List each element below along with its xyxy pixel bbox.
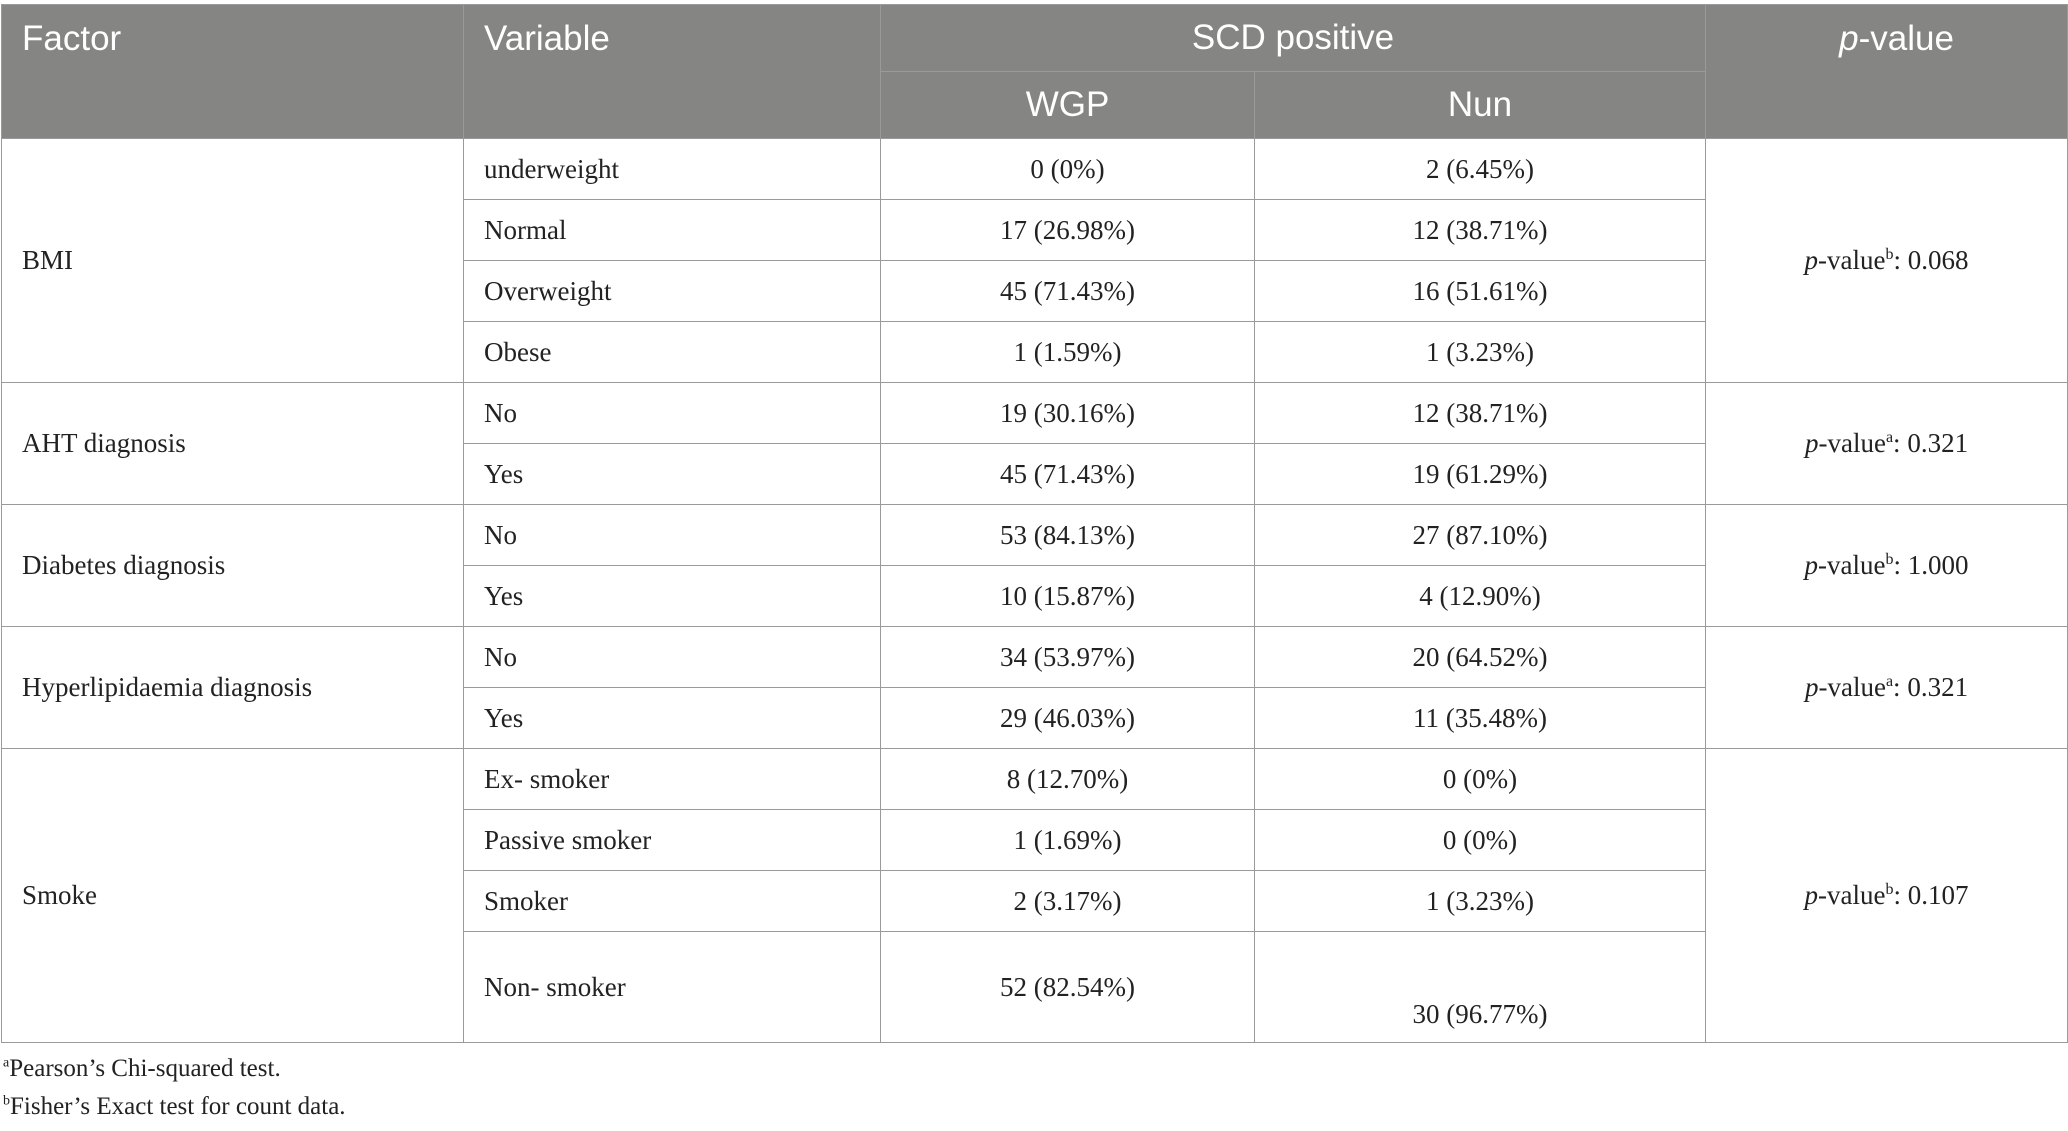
footnote-b-mark: b: [3, 1093, 10, 1109]
nun-cell: 2 (6.45%): [1255, 139, 1706, 200]
table-row: [2, 139, 2068, 200]
factor-cell: BMI: [2, 139, 464, 383]
p-value: 0.321: [1907, 672, 1969, 702]
p-label-rest: -value: [1818, 550, 1886, 580]
p-value: 0.107: [1907, 880, 1969, 910]
p-label-italic: p: [1804, 428, 1819, 458]
footnote-a-text: Pearson’s Chi-squared test.: [9, 1055, 281, 1082]
variable-cell: underweight: [464, 139, 881, 200]
table-row: [2, 627, 2068, 688]
p-label-rest: -value: [1818, 428, 1886, 458]
factor-cell: Diabetes diagnosis: [2, 505, 464, 627]
nun-cell: 0 (0%): [1255, 810, 1706, 871]
p-value-cell: [1706, 139, 2068, 383]
p-label-rest: -value: [1818, 245, 1886, 275]
variable-cell: Smoker: [464, 871, 881, 932]
variable-cell: Obese: [464, 322, 881, 383]
footnote-b: [3, 1093, 346, 1121]
nun-cell: 30 (96.77%): [1255, 932, 1706, 1043]
nun-cell: 19 (61.29%): [1255, 444, 1706, 505]
header-scd-positive: SCD positive: [881, 5, 1706, 72]
variable-cell: Overweight: [464, 261, 881, 322]
results-table: [1, 4, 2068, 1043]
wgp-cell: 17 (26.98%): [881, 200, 1255, 261]
wgp-cell: 1 (1.59%): [881, 322, 1255, 383]
header-variable: Variable: [464, 5, 881, 139]
p-value: 0.068: [1907, 245, 1969, 275]
nun-cell: 1 (3.23%): [1255, 322, 1706, 383]
p-value: 1.000: [1907, 550, 1969, 580]
wgp-cell: 53 (84.13%): [881, 505, 1255, 566]
p-label-sep: :: [1893, 880, 1908, 910]
p-value: 0.321: [1907, 428, 1969, 458]
wgp-cell: 45 (71.43%): [881, 444, 1255, 505]
p-test-mark: b: [1885, 551, 1894, 568]
p-value-cell: [1706, 749, 2068, 1043]
nun-cell: 27 (87.10%): [1255, 505, 1706, 566]
wgp-cell: 8 (12.70%): [881, 749, 1255, 810]
p-test-mark: a: [1885, 429, 1894, 446]
p-label-italic: p: [1804, 550, 1819, 580]
variable-cell: Non- smoker: [464, 932, 881, 1043]
p-label-sep: :: [1893, 550, 1908, 580]
nun-cell: 12 (38.71%): [1255, 200, 1706, 261]
header-factor: Factor: [2, 5, 464, 139]
p-test-mark: b: [1885, 881, 1894, 898]
p-label-sep: :: [1893, 245, 1908, 275]
header-nun: Nun: [1255, 72, 1706, 139]
p-test-mark: b: [1885, 246, 1894, 263]
variable-cell: Ex- smoker: [464, 749, 881, 810]
header-p-rest: -value: [1858, 19, 1954, 58]
nun-cell: 11 (35.48%): [1255, 688, 1706, 749]
p-label-sep: :: [1893, 428, 1908, 458]
wgp-cell: 1 (1.69%): [881, 810, 1255, 871]
variable-cell: Yes: [464, 566, 881, 627]
variable-cell: Passive smoker: [464, 810, 881, 871]
variable-cell: Normal: [464, 200, 881, 261]
nun-cell: 0 (0%): [1255, 749, 1706, 810]
p-label-sep: :: [1893, 672, 1908, 702]
variable-cell: No: [464, 627, 881, 688]
variable-cell: No: [464, 505, 881, 566]
p-value-cell: [1706, 627, 2068, 749]
variable-cell: Yes: [464, 688, 881, 749]
wgp-cell: 19 (30.16%): [881, 383, 1255, 444]
factor-cell: Smoke: [2, 749, 464, 1043]
footnote-b-text: Fisher’s Exact test for count data.: [10, 1093, 346, 1120]
wgp-cell: 0 (0%): [881, 139, 1255, 200]
wgp-cell: 34 (53.97%): [881, 627, 1255, 688]
p-value-cell: [1706, 505, 2068, 627]
nun-cell: 4 (12.90%): [1255, 566, 1706, 627]
table-body: [2, 139, 2068, 1043]
wgp-cell: 29 (46.03%): [881, 688, 1255, 749]
wgp-cell: 45 (71.43%): [881, 261, 1255, 322]
wgp-cell: 2 (3.17%): [881, 871, 1255, 932]
p-label-italic: p: [1804, 245, 1819, 275]
nun-cell: 20 (64.52%): [1255, 627, 1706, 688]
table-row: [2, 505, 2068, 566]
nun-cell: 16 (51.61%): [1255, 261, 1706, 322]
nun-cell: 1 (3.23%): [1255, 871, 1706, 932]
wgp-cell: 52 (82.54%): [881, 932, 1255, 1043]
variable-cell: Yes: [464, 444, 881, 505]
wgp-cell: 10 (15.87%): [881, 566, 1255, 627]
p-label-italic: p: [1804, 672, 1819, 702]
footnote-a: [3, 1055, 281, 1083]
factor-cell: AHT diagnosis: [2, 383, 464, 505]
variable-cell: No: [464, 383, 881, 444]
header-p-italic: p: [1839, 19, 1859, 58]
header-p-value: [1706, 5, 2068, 139]
p-test-mark: a: [1885, 673, 1894, 690]
table-container: [0, 4, 2068, 1043]
footnote-a-mark: a: [3, 1055, 10, 1071]
p-label-rest: -value: [1818, 880, 1886, 910]
table-row: [2, 749, 2068, 810]
factor-cell: Hyperlipidaemia diagnosis: [2, 627, 464, 749]
nun-cell: 12 (38.71%): [1255, 383, 1706, 444]
table-row: [2, 383, 2068, 444]
p-label-rest: -value: [1818, 672, 1886, 702]
header-wgp: WGP: [881, 72, 1255, 139]
p-label-italic: p: [1804, 880, 1819, 910]
p-value-cell: [1706, 383, 2068, 505]
